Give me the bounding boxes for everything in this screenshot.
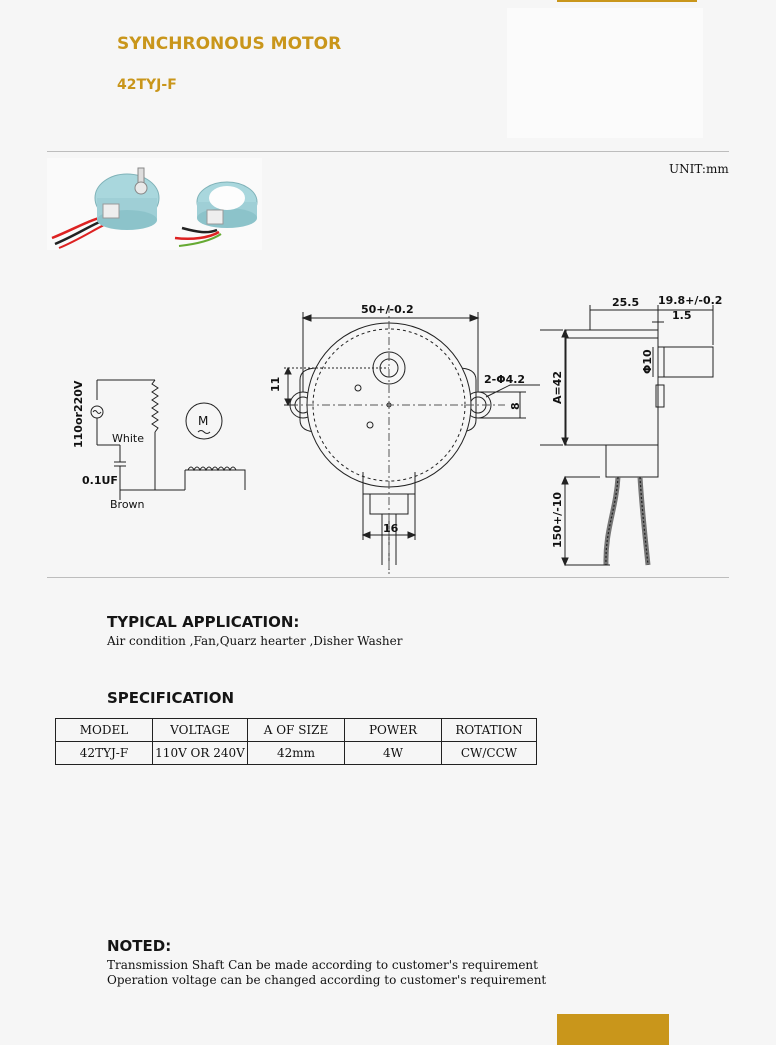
wiring-white-label: White bbox=[112, 432, 144, 445]
front-width-dim: 50+/-0.2 bbox=[361, 303, 414, 316]
table-cell: CW/CCW bbox=[442, 742, 537, 765]
side-lead-length-dim: 150+/-10 bbox=[551, 491, 564, 548]
table-cell: 42TYJ-F bbox=[56, 742, 153, 765]
front-offset-dim: 11 bbox=[269, 376, 282, 392]
side-shaft-length-dim: 19.8+/-0.2 bbox=[658, 294, 723, 307]
technical-drawing bbox=[0, 280, 776, 580]
front-spacing-dim: 8 bbox=[509, 402, 522, 410]
table-header-cell: MODEL bbox=[56, 719, 153, 742]
side-size-dim: A=42 bbox=[551, 370, 564, 404]
page-title: SYNCHRONOUS MOTOR bbox=[117, 34, 342, 54]
front-bottom-dim: 16 bbox=[383, 522, 399, 535]
wiring-capacitor-label: 0.1UF bbox=[82, 474, 118, 487]
specification-table bbox=[55, 718, 537, 765]
table-header-cell: ROTATION bbox=[442, 719, 537, 742]
motor-photo-right bbox=[175, 182, 257, 246]
footer-accent-block bbox=[557, 1014, 669, 1045]
motor-photo bbox=[47, 158, 262, 250]
motor-photo-left bbox=[52, 168, 159, 248]
application-heading: TYPICAL APPLICATION: bbox=[107, 613, 300, 631]
application-text: Air condition ,Fan,Quarz hearter ,Disher Washer bbox=[107, 634, 403, 648]
wiring-voltage-label: 110or220V bbox=[72, 380, 85, 448]
table-header-cell: POWER bbox=[345, 719, 442, 742]
motor-symbol-label: M bbox=[198, 414, 209, 428]
model-subtitle: 42TYJ-F bbox=[117, 77, 177, 93]
specification-heading: SPECIFICATION bbox=[107, 689, 235, 707]
table-header-cell: VOLTAGE bbox=[153, 719, 248, 742]
side-shaft-dia-dim: Φ10 bbox=[641, 349, 654, 374]
wiring-brown-label: Brown bbox=[110, 498, 145, 511]
noted-line-1: Transmission Shaft Can be made according to customer's requirement bbox=[107, 958, 538, 972]
side-shaft-step-dim: 1.5 bbox=[672, 309, 692, 322]
front-view bbox=[284, 305, 540, 575]
table-header-cell: A OF SIZE bbox=[248, 719, 345, 742]
drawing-rule bbox=[47, 577, 729, 578]
table-header-row bbox=[56, 719, 537, 742]
header-rule bbox=[47, 151, 729, 152]
header-panel bbox=[507, 8, 703, 138]
side-view bbox=[540, 305, 713, 565]
table-cell: 110V OR 240V bbox=[153, 742, 248, 765]
unit-label: UNIT:mm bbox=[669, 162, 729, 176]
top-accent-line bbox=[557, 0, 697, 2]
side-depth-dim: 25.5 bbox=[612, 296, 640, 309]
noted-line-2: Operation voltage can be changed according to customer's requirement bbox=[107, 973, 547, 987]
table-row bbox=[56, 742, 537, 765]
table-cell: 4W bbox=[345, 742, 442, 765]
table-cell: 42mm bbox=[248, 742, 345, 765]
noted-heading: NOTED: bbox=[107, 937, 172, 955]
front-holes-dim: 2-Φ4.2 bbox=[484, 373, 526, 386]
